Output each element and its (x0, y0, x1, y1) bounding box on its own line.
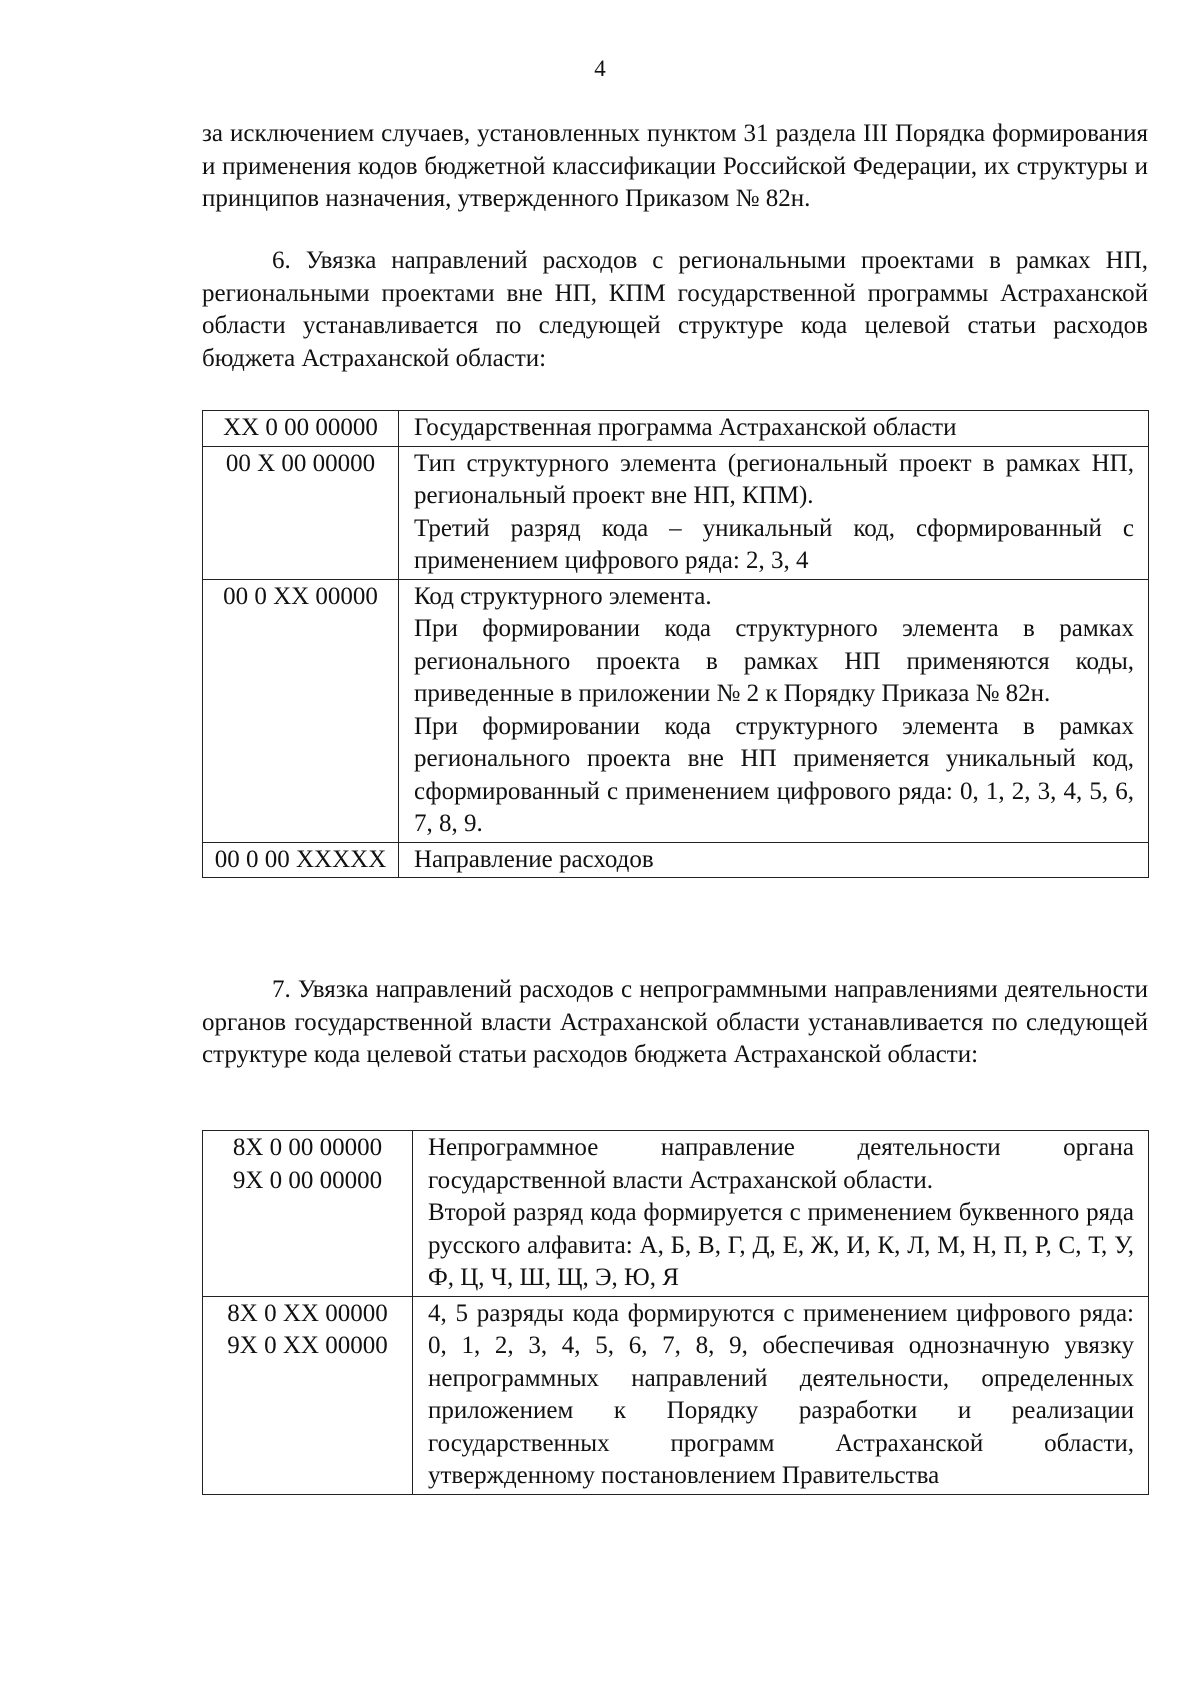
description-line: Третий разряд кода – уникальный код, сформированный с применением цифрового ряда: 2, 3, 4 (414, 514, 1134, 574)
table-row (203, 842, 1149, 878)
code-line: 9X 0 00 00000 (232, 1166, 383, 1194)
paragraph-7 (202, 974, 1148, 1072)
code-line: 8X 0 00 00000 (232, 1134, 383, 1161)
description-line: Непрограммное направление деятельности органа государственной власти Астраханской области. (428, 1134, 1134, 1194)
description-line: Тип структурного элемента (региональный проект в рамках НП, региональный проект вне НП, КПМ). (414, 449, 1134, 509)
description-line: Государственная программа Астраханской области (414, 414, 957, 441)
description-cell (399, 446, 1149, 579)
code-line: 8X 0 XX 00000 (227, 1299, 388, 1327)
table-row (203, 1296, 1149, 1494)
code-cell: XX 0 00 00000 (203, 411, 399, 447)
description-line: Код структурного элемента. (414, 582, 712, 610)
description-cell (413, 1131, 1149, 1297)
page-number: 4 (594, 56, 606, 81)
description-cell (399, 411, 1149, 447)
paragraph-6-text: 6. Увязка направлений расходов с региональными проектами в рамках НП, региональными проектами вне НП, КПМ государственной программы Астраханской области устанавливается по следующей структуре кода целевой статьи расходов бюджета Астраханской области: (202, 247, 1148, 372)
table-row (203, 1131, 1149, 1297)
paragraph-7-text: 7. Увязка направлений расходов с непрограммными направлениями деятельности органов государственной власти Астраханской области устанавливается по следующей структуре кода целевой статьи расходов бюджета Астраханской области: (202, 976, 1148, 1068)
table-row (203, 411, 1149, 447)
description-line: При формировании кода структурного элемента в рамках регионального проекта вне НП применяется уникальный код, сформированный с применением цифрового ряда: 0, 1, 2, 3, 4, 5, 6, 7, 8, 9. (414, 712, 1134, 837)
description-cell (399, 579, 1149, 842)
description-line: При формировании кода структурного элемента в рамках регионального проекта в рамках НП применяются коды, приведенные в приложении № 2 к Порядку Приказа № 82н. (414, 615, 1134, 707)
code-structure-table-2 (202, 1130, 1149, 1495)
table-row (203, 579, 1149, 842)
code-cell: 00 0 XX 00000 (203, 579, 399, 842)
code-structure-table-1 (202, 410, 1149, 878)
code-cell: 00 X 00 00000 (203, 446, 399, 579)
table-row (203, 446, 1149, 579)
code-line: 9X 0 XX 00000 (227, 1332, 388, 1359)
paragraph-6 (202, 245, 1148, 375)
code-cell (203, 1131, 413, 1297)
description-line: Направление расходов (414, 845, 654, 873)
intro-text: за исключением случаев, установленных пунктом 31 раздела III Порядка формирования и применения кодов бюджетной классификации Российской Федерации, их структуры и принципов назначения, утвержденного Приказом № 82н. (202, 120, 1148, 212)
code-cell (203, 1296, 413, 1494)
code-cell: 00 0 00 XXXXX (203, 842, 399, 878)
intro-paragraph (202, 118, 1148, 216)
description-cell (413, 1296, 1149, 1494)
description-cell (399, 842, 1149, 878)
description-line: Второй разряд кода формируется с применением буквенного ряда русского алфавита: А, Б, В, Г, Д, Е, Ж, И, К, Л, М, Н, П, Р, С, Т, У, Ф, Ц, Ч, Ш, Щ, Э, Ю, Я (428, 1199, 1134, 1291)
description-line: 4, 5 разряды кода формируются с применением цифрового ряда: 0, 1, 2, 3, 4, 5, 6, 7, 8, 9, обеспечивая однозначную увязку непрограммных направлений деятельности, определенных приложением к Порядку разработки и реализации государственных программ Астраханской области, утвержденному постановлением Правительства (428, 1299, 1134, 1489)
